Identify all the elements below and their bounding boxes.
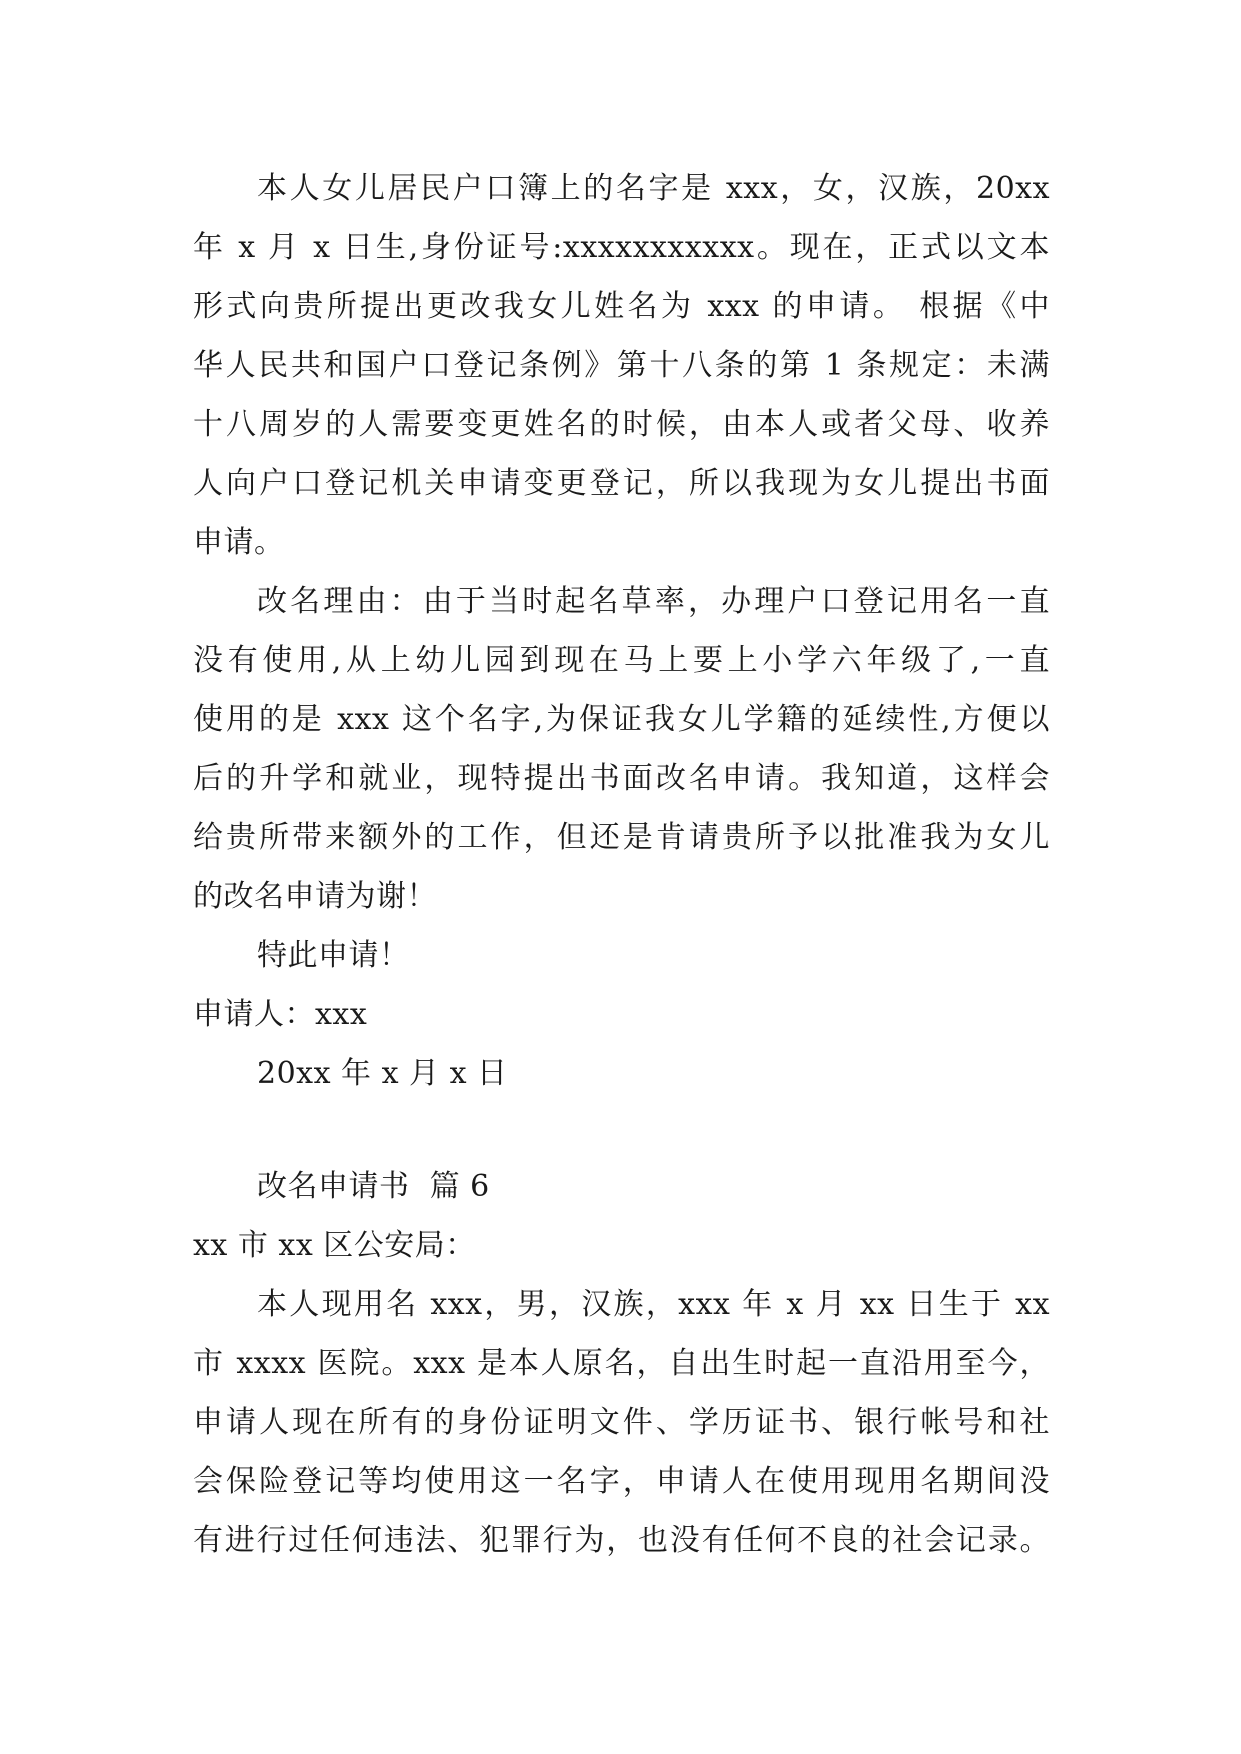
- paragraph-line: 华人民共和国户口登记条例》第十八条的第 1 条规定：未满: [193, 348, 1050, 383]
- paragraph-line: 没有使用,从上幼儿园到现在马上要上小学六年级了,一直: [193, 643, 1050, 678]
- addressee-line: xx 市 xx 区公安局：: [193, 1228, 476, 1263]
- date-line: 20xx 年 x 月 x 日: [257, 1056, 508, 1091]
- paragraph-line: 本人女儿居民户口簿上的名字是 xxx，女，汉族，20xx: [257, 171, 1050, 206]
- section-title: 改名申请书 篇 6: [257, 1169, 490, 1204]
- paragraph-line: 会保险登记等均使用这一名字，申请人在使用现用名期间没: [193, 1464, 1050, 1499]
- paragraph-line: 给贵所带来额外的工作，但还是肯请贵所予以批准我为女儿: [193, 820, 1050, 855]
- paragraph-line: 有进行过任何违法、犯罪行为，也没有任何不良的社会记录。: [193, 1523, 1050, 1558]
- paragraph-line: 的改名申请为谢！: [193, 879, 437, 914]
- paragraph-line: 市 xxxx 医院。xxx 是本人原名，自出生时起一直沿用至今，: [193, 1346, 1050, 1381]
- paragraph-line: 十八周岁的人需要变更姓名的时候，由本人或者父母、收养: [193, 407, 1050, 442]
- paragraph-line: 本人现用名 xxx，男，汉族，xxx 年 x 月 xx 日生于 xx: [257, 1287, 1050, 1322]
- paragraph-line: 年 x 月 x 日生,身份证号:xxxxxxxxxxx。现在，正式以文本: [193, 230, 1050, 265]
- paragraph-line: 后的升学和就业，现特提出书面改名申请。我知道，这样会: [193, 761, 1050, 796]
- paragraph-line: 改名理由：由于当时起名草率，办理户口登记用名一直: [257, 584, 1050, 619]
- paragraph-line: 申请人现在所有的身份证明文件、学历证书、银行帐号和社: [193, 1405, 1050, 1440]
- paragraph-line: 使用的是 xxx 这个名字,为保证我女儿学籍的延续性,方便以: [193, 702, 1050, 737]
- paragraph-line: 申请。: [193, 525, 285, 560]
- paragraph-line: 形式向贵所提出更改我女儿姓名为 xxx 的申请。 根据《中: [193, 289, 1050, 324]
- closing-line: 特此申请！: [257, 938, 410, 973]
- paragraph-line: 人向户口登记机关申请变更登记，所以我现为女儿提出书面: [193, 466, 1050, 501]
- applicant-line: 申请人：xxx: [193, 997, 368, 1032]
